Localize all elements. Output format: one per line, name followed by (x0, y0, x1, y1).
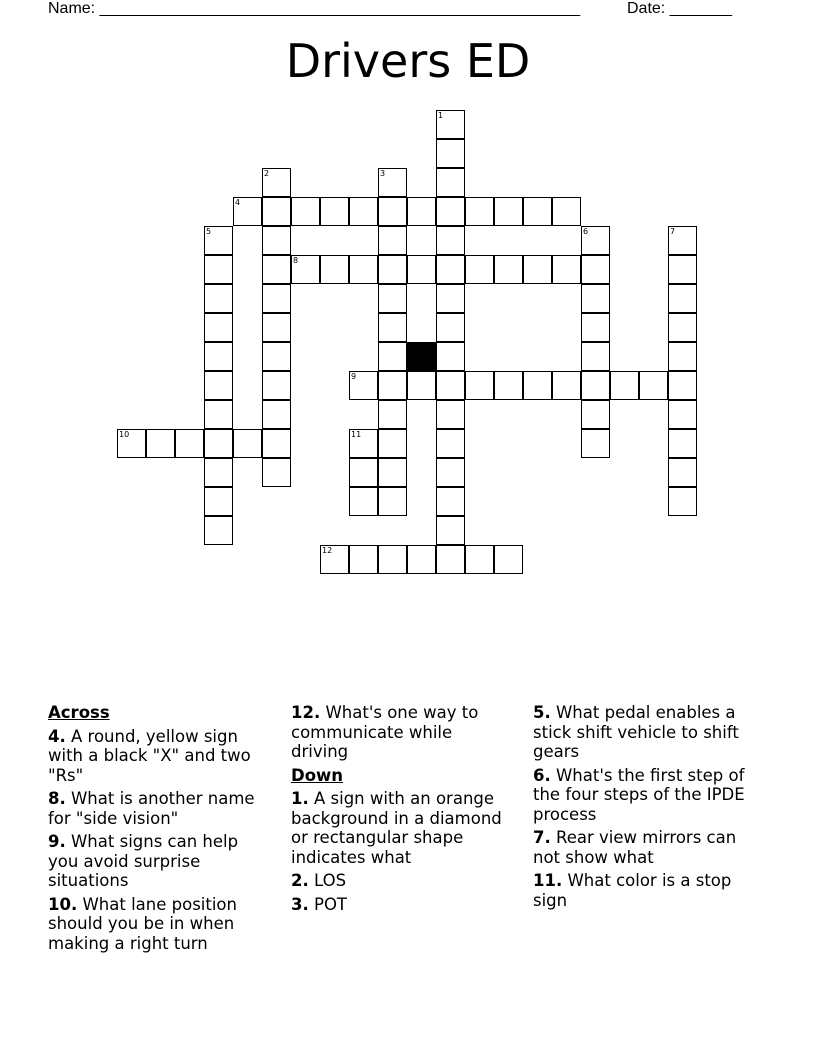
clue-number: 8 (293, 256, 299, 265)
grid-cell[interactable] (117, 429, 146, 458)
clue-column-3 (533, 703, 755, 914)
grid-cell[interactable] (407, 371, 436, 400)
grid-cell[interactable] (262, 226, 291, 255)
grid-cell[interactable] (204, 487, 233, 516)
clue-down-5: 5. What pedal enables a stick shift vehicle to shift gears (533, 703, 739, 761)
clue-number: 1 (438, 111, 444, 120)
grid-cell[interactable] (204, 429, 233, 458)
grid-cell[interactable] (233, 429, 262, 458)
grid-cell[interactable] (552, 255, 581, 284)
grid-cell[interactable] (175, 429, 204, 458)
grid-cell[interactable] (494, 545, 523, 574)
grid-cell[interactable] (204, 226, 233, 255)
grid-cell[interactable] (465, 371, 494, 400)
clue-number: 2 (264, 169, 270, 178)
grid-cell[interactable] (378, 545, 407, 574)
grid-cell[interactable] (204, 516, 233, 545)
grid-cell[interactable] (494, 371, 523, 400)
clue-number: 12 (322, 546, 333, 555)
grid-cell[interactable] (349, 371, 378, 400)
grid-cell[interactable] (668, 371, 697, 400)
grid-cell[interactable] (436, 545, 465, 574)
grid-cell[interactable] (465, 545, 494, 574)
grid-cell[interactable] (262, 458, 291, 487)
grid-cell[interactable] (262, 284, 291, 313)
grid-cell[interactable] (349, 197, 378, 226)
grid-cell[interactable] (436, 342, 465, 371)
grid-cell[interactable] (552, 371, 581, 400)
clue-down-1: 1. A sign with an orange background in a diamond or rectangular shape indicates what (291, 789, 502, 867)
grid-cell[interactable] (233, 197, 262, 226)
grid-cell[interactable] (204, 458, 233, 487)
grid-cell[interactable] (581, 400, 610, 429)
grid-cell[interactable] (204, 284, 233, 313)
grid-cell[interactable] (262, 168, 291, 197)
grid-cell[interactable] (668, 429, 697, 458)
grid-cell[interactable] (436, 429, 465, 458)
grid-cell[interactable] (262, 342, 291, 371)
date-field-label: Date: _______ (627, 0, 732, 17)
clue-number: 11 (351, 430, 362, 439)
clue-across-4: 4. A round, yellow sign with a black "X" and two "Rs" (48, 726, 251, 785)
grid-cell[interactable] (291, 255, 320, 284)
grid-cell[interactable] (639, 371, 668, 400)
grid-cell[interactable] (378, 197, 407, 226)
grid-cell[interactable] (436, 458, 465, 487)
clue-column-1 (48, 703, 270, 957)
grid-cell[interactable] (523, 255, 552, 284)
grid-cell[interactable] (349, 458, 378, 487)
grid-cell[interactable] (349, 545, 378, 574)
grid-cell[interactable] (581, 313, 610, 342)
grid-cell[interactable] (378, 255, 407, 284)
grid-cell[interactable] (436, 400, 465, 429)
clue-down-11: 11. What color is a stop sign (533, 871, 732, 910)
clue-across-9: 9. What signs can help you avoid surprise situations (48, 832, 239, 890)
grid-cell[interactable] (349, 429, 378, 458)
grid-cell[interactable] (668, 458, 697, 487)
clue-down-6: 6. What's the first step of the four steps of the IPDE process (533, 765, 745, 824)
grid-cell[interactable] (668, 487, 697, 516)
grid-cell[interactable] (581, 429, 610, 458)
grid-cell[interactable] (436, 226, 465, 255)
grid-cell[interactable] (668, 342, 697, 371)
grid-cell[interactable] (378, 168, 407, 197)
grid-cell[interactable] (494, 255, 523, 284)
grid-cell[interactable] (262, 371, 291, 400)
grid-cell[interactable] (378, 400, 407, 429)
grid-cell[interactable] (436, 487, 465, 516)
grid-cell[interactable] (610, 371, 639, 400)
grid-cell[interactable] (668, 400, 697, 429)
grid-cell[interactable] (204, 255, 233, 284)
grid-cell[interactable] (581, 255, 610, 284)
grid-cell[interactable] (262, 313, 291, 342)
grid-cell[interactable] (436, 516, 465, 545)
grid-cell[interactable] (436, 313, 465, 342)
clue-column-2 (291, 703, 513, 918)
black-cell (407, 342, 436, 371)
grid-cell[interactable] (262, 255, 291, 284)
clue-across-8: 8. What is another name for "side vision" (48, 789, 255, 828)
grid-cell[interactable] (378, 284, 407, 313)
name-field-label: Name: ______________________________________________________ (48, 0, 581, 17)
grid-cell[interactable] (407, 255, 436, 284)
grid-cell[interactable] (378, 371, 407, 400)
grid-cell[interactable] (320, 545, 349, 574)
down-heading: Down (291, 765, 344, 785)
grid-cell[interactable] (436, 168, 465, 197)
grid-cell[interactable] (407, 197, 436, 226)
grid-cell[interactable] (436, 110, 465, 139)
grid-cell[interactable] (204, 400, 233, 429)
grid-cell[interactable] (581, 226, 610, 255)
grid-cell[interactable] (494, 197, 523, 226)
clue-number: 6 (583, 227, 589, 236)
grid-cell[interactable] (146, 429, 175, 458)
clue-number: 5 (206, 227, 212, 236)
clue-down-2: 2. LOS (291, 871, 347, 890)
grid-cell[interactable] (465, 197, 494, 226)
grid-cell[interactable] (349, 487, 378, 516)
grid-cell[interactable] (581, 284, 610, 313)
grid-cell[interactable] (262, 400, 291, 429)
grid-cell[interactable] (262, 197, 291, 226)
grid-cell[interactable] (349, 255, 378, 284)
grid-cell[interactable] (378, 342, 407, 371)
clue-number: 7 (670, 227, 676, 236)
page-title: Drivers ED (285, 34, 531, 88)
clue-number: 3 (380, 169, 386, 178)
grid-cell[interactable] (436, 284, 465, 313)
grid-cell[interactable] (378, 458, 407, 487)
grid-cell[interactable] (436, 371, 465, 400)
grid-cell[interactable] (523, 371, 552, 400)
grid-cell[interactable] (436, 197, 465, 226)
grid-cell[interactable] (436, 255, 465, 284)
grid-cell[interactable] (668, 255, 697, 284)
clue-down-7: 7. Rear view mirrors can not show what (533, 828, 737, 867)
grid-cell[interactable] (262, 429, 291, 458)
grid-cell[interactable] (378, 226, 407, 255)
grid-cell[interactable] (291, 197, 320, 226)
clue-number: 10 (119, 430, 130, 439)
grid-cell[interactable] (204, 342, 233, 371)
grid-cell[interactable] (581, 371, 610, 400)
clue-number: 9 (351, 372, 357, 381)
grid-cell[interactable] (668, 313, 697, 342)
clue-down-3: 3. POT (291, 894, 348, 914)
grid-cell[interactable] (668, 284, 697, 313)
grid-cell[interactable] (523, 197, 552, 226)
grid-cell[interactable] (465, 255, 494, 284)
grid-cell[interactable] (668, 226, 697, 255)
grid-cell[interactable] (436, 139, 465, 168)
clue-number: 4 (235, 198, 241, 207)
clue-across-10: 10. What lane position should you be in when making a right turn (48, 894, 237, 953)
grid-cell[interactable] (407, 545, 436, 574)
grid-cell[interactable] (378, 487, 407, 516)
grid-cell[interactable] (320, 255, 349, 284)
clue-across-12: 12. What's one way to communicate while driving (291, 703, 479, 761)
grid-cell[interactable] (378, 313, 407, 342)
grid-cell[interactable] (581, 342, 610, 371)
grid-cell[interactable] (378, 429, 407, 458)
grid-cell[interactable] (320, 197, 349, 226)
grid-cell[interactable] (552, 197, 581, 226)
grid-cell[interactable] (204, 371, 233, 400)
across-heading: Across (48, 703, 110, 722)
grid-cell[interactable] (204, 313, 233, 342)
